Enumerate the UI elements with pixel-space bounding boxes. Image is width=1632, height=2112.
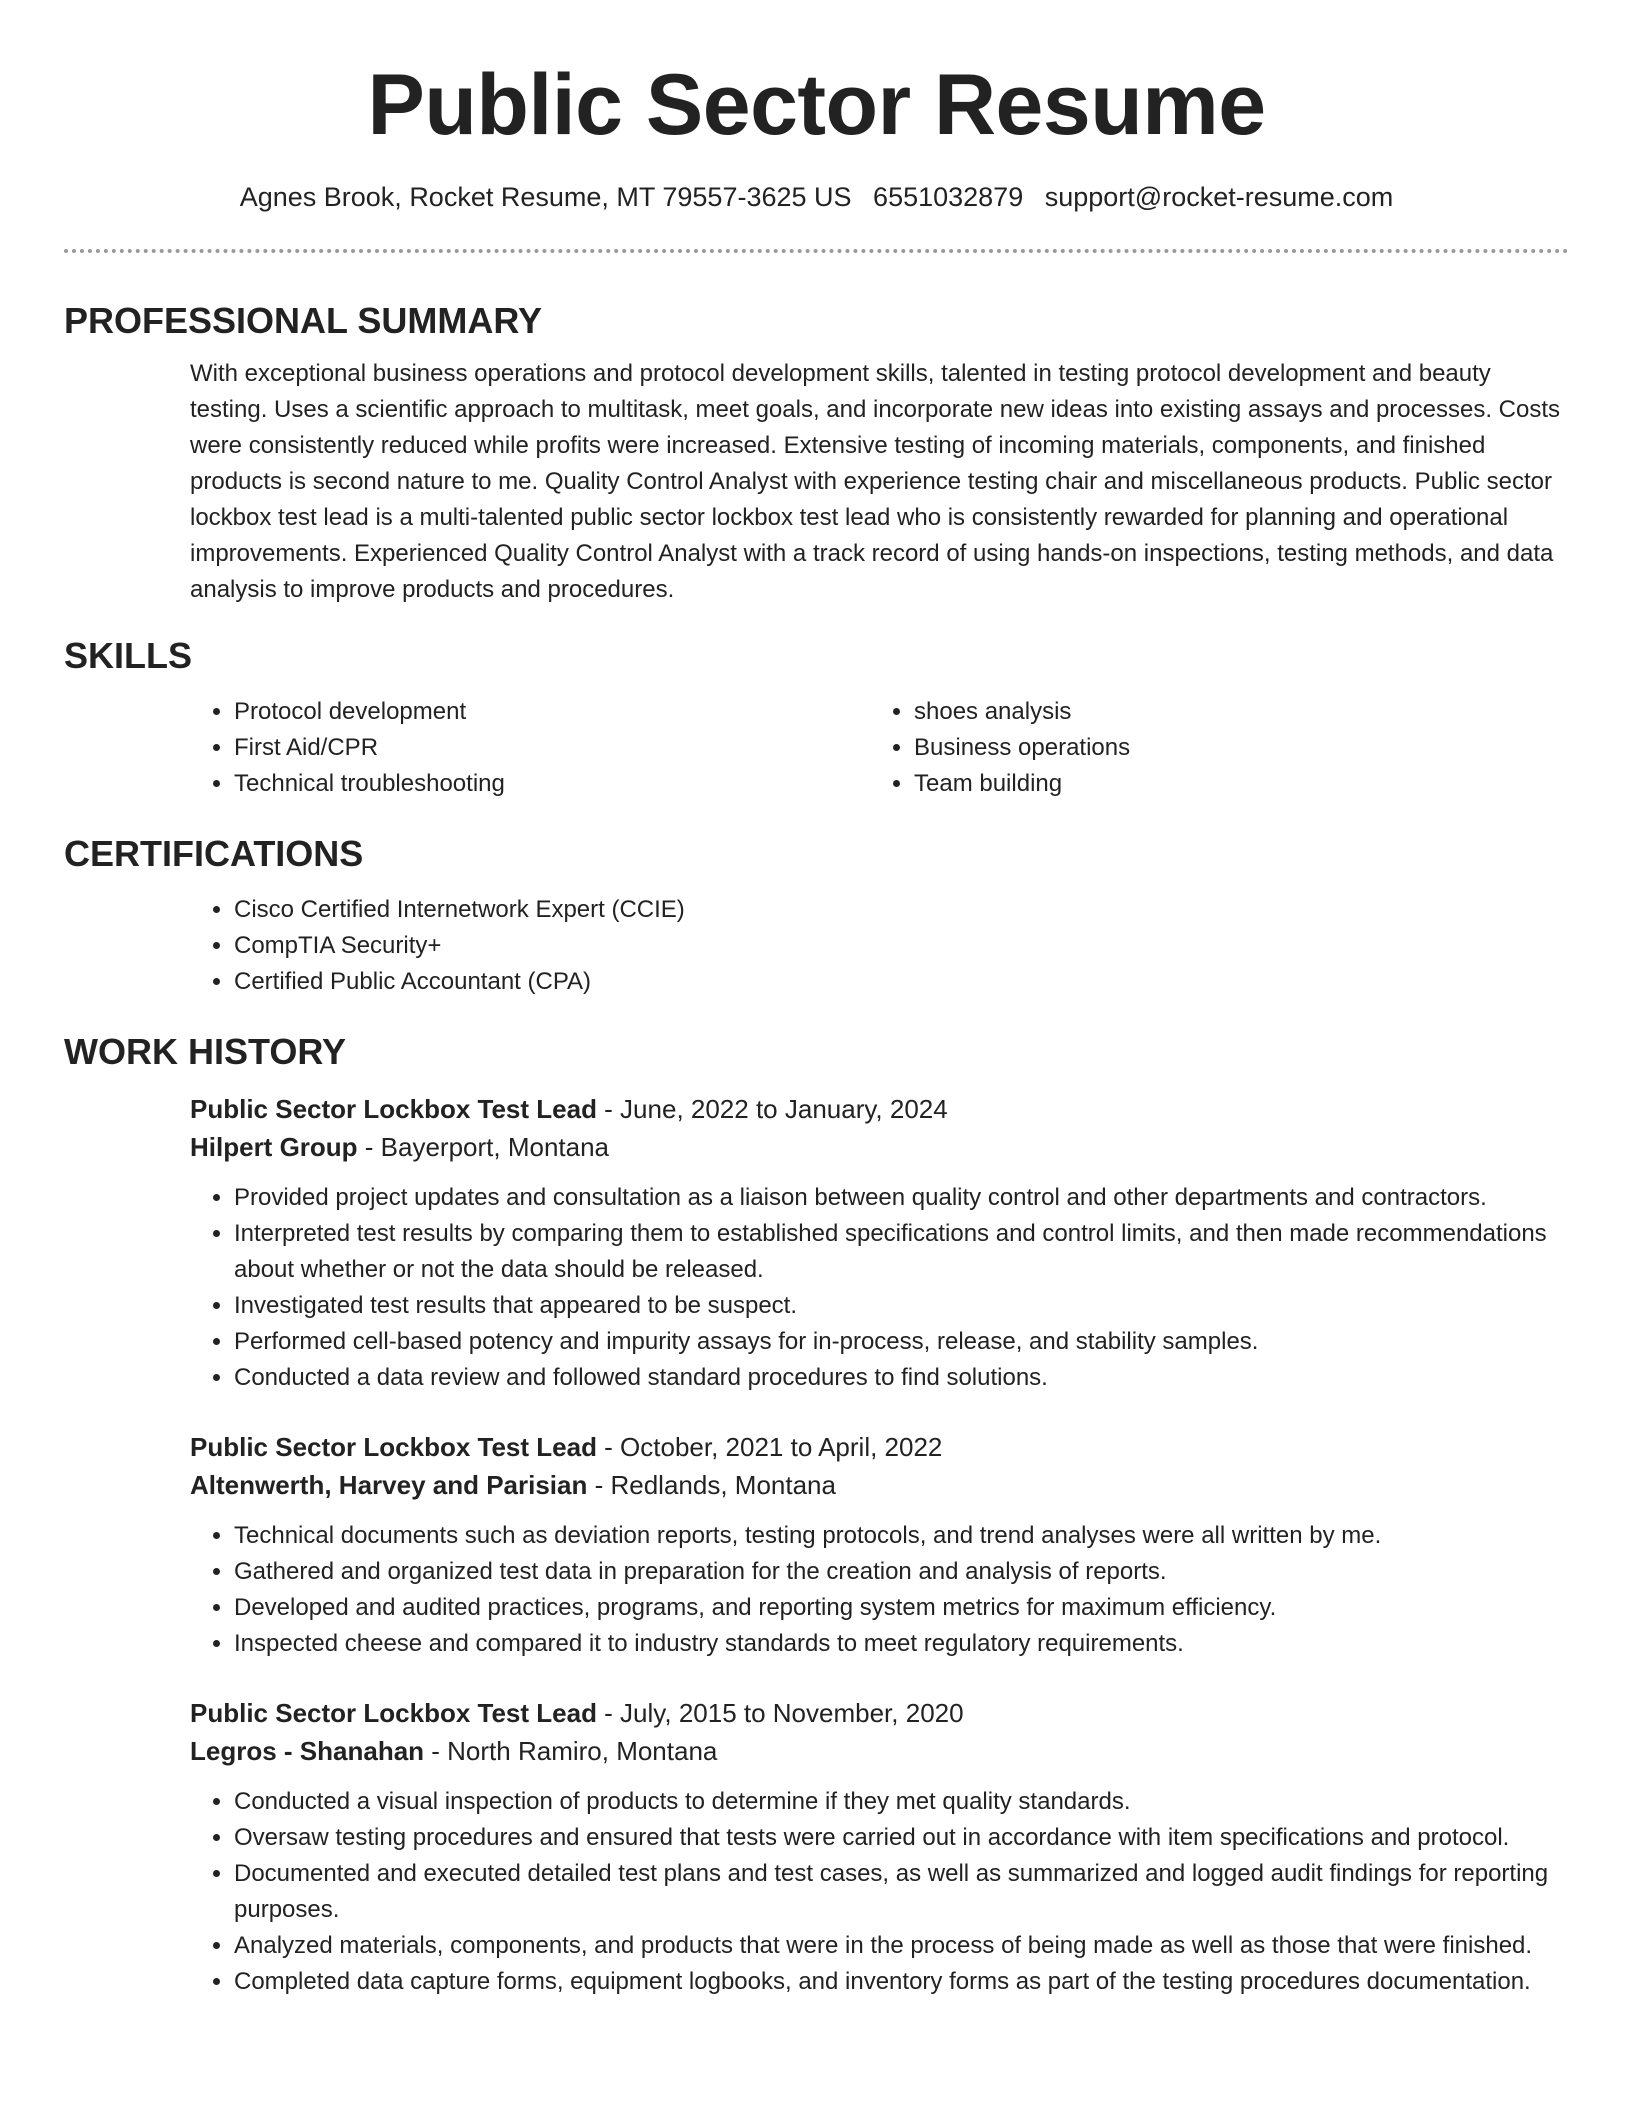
skills-heading: SKILLS bbox=[64, 635, 193, 676]
skills-column-left bbox=[190, 694, 870, 802]
skill-item: • Business operations bbox=[914, 730, 1569, 766]
skill-item: • First Aid/CPR bbox=[234, 730, 870, 766]
work-history-heading: WORK HISTORY bbox=[64, 1031, 347, 1072]
job-entry bbox=[64, 1428, 1569, 1662]
job-bullet: • Conducted a data review and followed standard procedures to find solutions. bbox=[234, 1360, 1569, 1396]
job-dates: - July, 2015 to November, 2020 bbox=[596, 1698, 964, 1728]
summary-text: With exceptional business operations and protocol development skills, talented in testing protocol development and beauty testing. Uses a scientific approach to multitask, meet goals, and incorporate new ideas into existing assays and processes. Costs were consistently reduced while profits were increased. Extensive testing of incoming materials, components, and finished products is second nature to me. Quality Control Analyst with experience testing chair and miscellaneous products. Public sector lockbox test lead is a multi-talented public sector lockbox test lead who is consistently rewarded for planning and operational improvements. Experienced Quality Control Analyst with a track record of using hands-on inspections, testing methods, and data analysis to improve products and procedures. bbox=[190, 360, 1561, 603]
job-company-line bbox=[190, 1128, 1569, 1166]
job-title-line bbox=[190, 1694, 1569, 1732]
job-dates: - October, 2021 to April, 2022 bbox=[596, 1432, 943, 1462]
skill-item: • Technical troubleshooting bbox=[234, 766, 870, 802]
job-location: - Bayerport, Montana bbox=[357, 1132, 610, 1162]
job-title-line bbox=[190, 1090, 1569, 1128]
job-bullets bbox=[190, 1784, 1569, 2000]
job-bullet: • Performed cell-based potency and impurity assays for in-process, release, and stability samples. bbox=[234, 1324, 1569, 1360]
job-bullet: • Investigated test results that appeared to be suspect. bbox=[234, 1288, 1569, 1324]
job-bullet: • Developed and audited practices, programs, and reporting system metrics for maximum efficiency. bbox=[234, 1590, 1569, 1626]
job-bullet: • Inspected cheese and compared it to industry standards to meet regulatory requirements. bbox=[234, 1626, 1569, 1662]
certifications-list bbox=[64, 892, 1569, 1000]
resume-title: Public Sector Resume bbox=[367, 57, 1266, 153]
job-company: Altenwerth, Harvey and Parisian bbox=[190, 1470, 588, 1500]
job-company-line bbox=[190, 1732, 1569, 1770]
contact-line bbox=[64, 179, 1569, 215]
job-bullet: • Oversaw testing procedures and ensured that tests were carried out in accordance with item specifications and protocol. bbox=[234, 1820, 1569, 1856]
header-divider bbox=[64, 249, 1569, 253]
job-title: Public Sector Lockbox Test Lead bbox=[190, 1432, 597, 1462]
certification-item: • Cisco Certified Internetwork Expert (CCIE) bbox=[234, 892, 1569, 928]
job-location: - Redlands, Montana bbox=[587, 1470, 836, 1500]
contact-phone: 6551032879 bbox=[873, 182, 1024, 212]
job-bullet: • Provided project updates and consultation as a liaison between quality control and other departments and contractors. bbox=[234, 1180, 1569, 1216]
job-title-line bbox=[190, 1428, 1569, 1466]
contact-address: Agnes Brook, Rocket Resume, MT 79557-3625 US bbox=[239, 182, 852, 212]
job-title: Public Sector Lockbox Test Lead bbox=[190, 1094, 597, 1124]
job-company: Hilpert Group bbox=[190, 1132, 358, 1162]
job-bullet: • Conducted a visual inspection of products to determine if they met quality standards. bbox=[234, 1784, 1569, 1820]
job-location: - North Ramiro, Montana bbox=[424, 1736, 718, 1766]
job-bullet: • Documented and executed detailed test plans and test cases, as well as summarized and logged audit findings for reporting purposes. bbox=[234, 1856, 1569, 1928]
certifications-heading: CERTIFICATIONS bbox=[64, 833, 364, 874]
skill-item: • shoes analysis bbox=[914, 694, 1569, 730]
job-bullet: • Interpreted test results by comparing them to established specifications and control limits, and then made recommendations about whether or not the data should be released. bbox=[234, 1216, 1569, 1288]
job-dates: - June, 2022 to January, 2024 bbox=[596, 1094, 948, 1124]
certification-item: • Certified Public Accountant (CPA) bbox=[234, 964, 1569, 1000]
skill-item: • Team building bbox=[914, 766, 1569, 802]
job-company: Legros - Shanahan bbox=[190, 1736, 425, 1766]
job-bullets bbox=[190, 1518, 1569, 1662]
summary-heading: PROFESSIONAL SUMMARY bbox=[64, 300, 543, 341]
job-entry bbox=[64, 1090, 1569, 1396]
job-bullet: • Completed data capture forms, equipment logbooks, and inventory forms as part of the testing procedures documentation. bbox=[234, 1964, 1569, 2000]
contact-email: support@rocket-resume.com bbox=[1044, 182, 1394, 212]
job-company-line bbox=[190, 1466, 1569, 1504]
job-bullets bbox=[190, 1180, 1569, 1396]
skills-list bbox=[64, 694, 1569, 802]
job-entry bbox=[64, 1694, 1569, 2000]
skill-item: • Protocol development bbox=[234, 694, 870, 730]
job-bullet: • Gathered and organized test data in preparation for the creation and analysis of reports. bbox=[234, 1554, 1569, 1590]
job-bullet: • Analyzed materials, components, and products that were in the process of being made as well as those that were finished. bbox=[234, 1928, 1569, 1964]
skills-column-right bbox=[870, 694, 1569, 802]
job-bullet: • Technical documents such as deviation reports, testing protocols, and trend analyses were all written by me. bbox=[234, 1518, 1569, 1554]
certification-item: • CompTIA Security+ bbox=[234, 928, 1569, 964]
job-title: Public Sector Lockbox Test Lead bbox=[190, 1698, 597, 1728]
